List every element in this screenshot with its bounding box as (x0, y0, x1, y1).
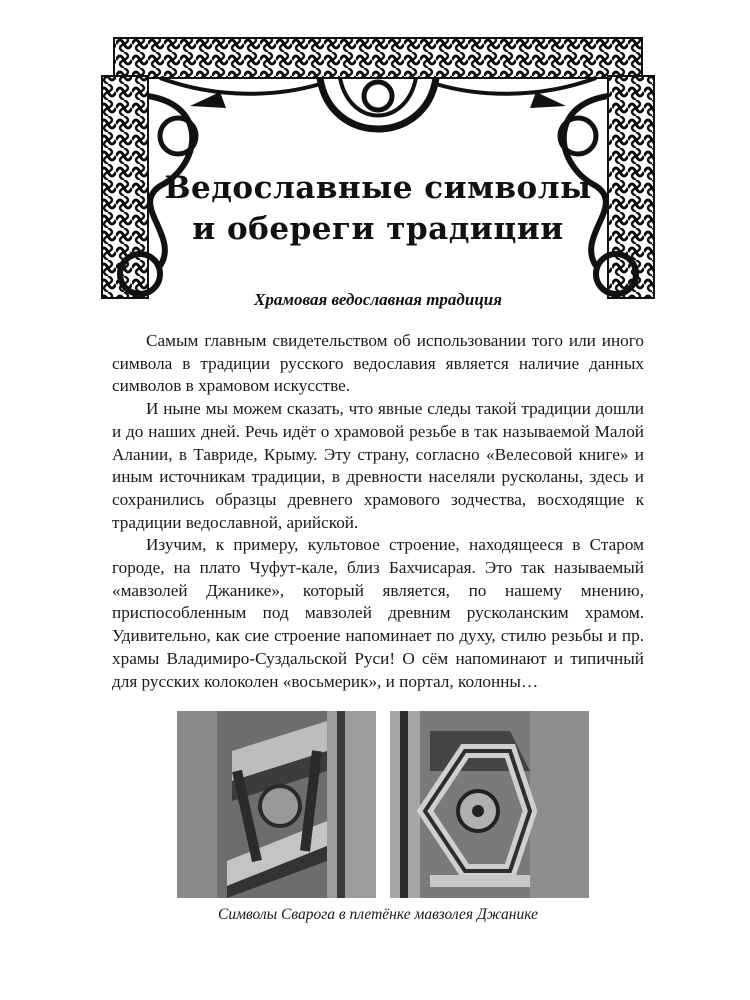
section-subtitle: Храмовая ведославная традиция (253, 290, 502, 309)
page-title-line-2: и обереги традиции (192, 211, 564, 247)
page-title (150, 168, 606, 250)
photo-caption: Символы Сварога в плетёнке мавзолея Джанике (218, 906, 538, 923)
carved-stone-photo-right-icon (390, 711, 589, 898)
paragraph-2: И ныне мы можем сказать, что явные следы такой традиции дошли и до наших дней. Речь идёт о храмовой резьбе в так называемой Малой Алании, в Тавриде, Крыму. Эту страну, согласно «Велесовой книге» и иным источникам традиции, в древности населяли русколаны, здесь и сохранились образцы древнего храмового зодчества, восходящие к традиции ведославной, арийской. (112, 399, 644, 532)
article-body (112, 330, 644, 693)
photo-pair (177, 711, 589, 898)
paragraph-3: Изучим, к примеру, культовое строение, находящееся в Старом городе, на плато Чуфут-кале, близ Бахчисарая. Это так называемый «мавзолей Джанике», который является, по нашему мнению, приспособленным под мавзолей древним русколанским храмом. Удивительно, как сие строение напоминает по духу, стилю резьбы и пр. храмы Владимиро-Суздальской Руси! О сём напоминают и типичный для русских колоколен «восьмерик», и портал, колонны… (112, 535, 644, 691)
paragraph-1: Самым главным свидетельством об использовании того или иного символа в традиции русского ведославия является наличие данных символов в храмовом искусстве. (112, 331, 644, 396)
page-title-line-1: Ведославные символы (164, 170, 592, 206)
photo-gap (376, 711, 390, 898)
carved-stone-photo-left-icon (177, 711, 376, 898)
